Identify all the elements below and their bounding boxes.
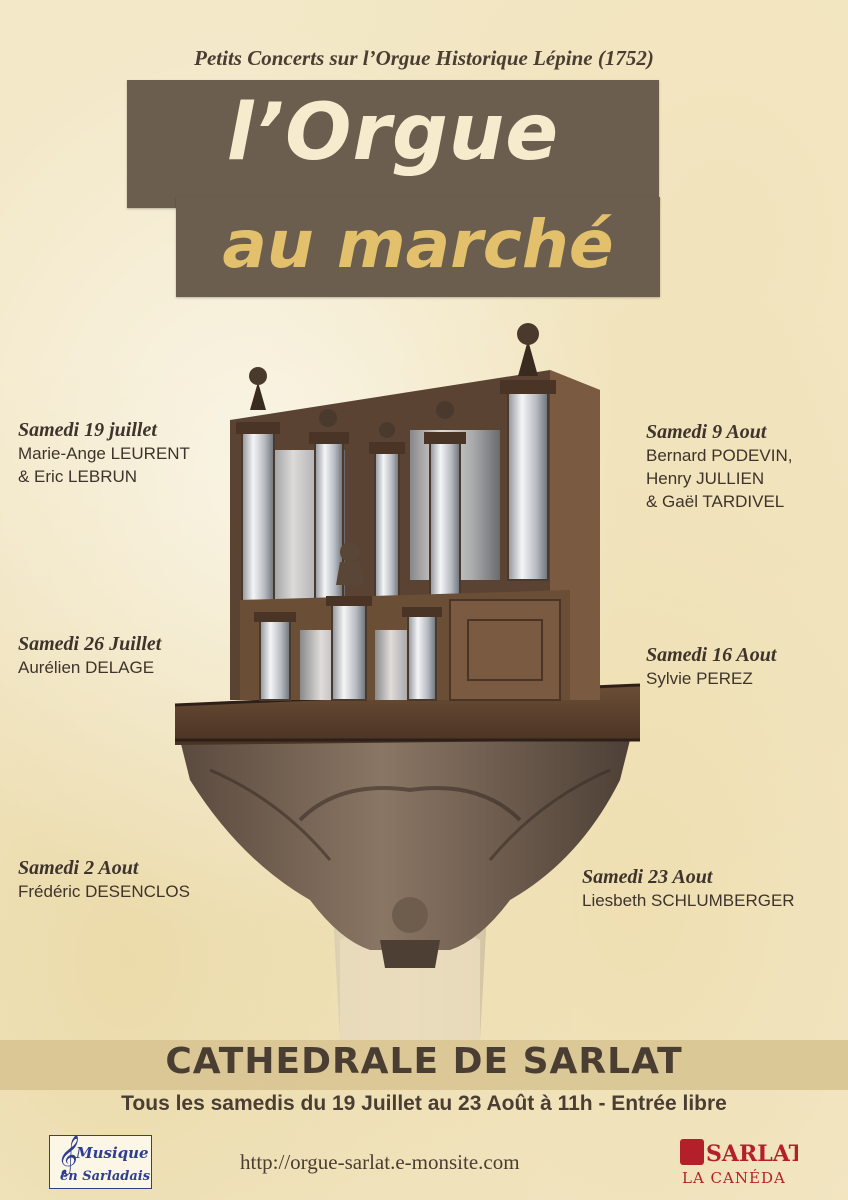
concert-performer: Bernard PODEVIN,: [646, 446, 793, 465]
concert-4: [646, 421, 792, 513]
title-line-1: l’Orgue: [226, 88, 560, 178]
title-line-2: au marché: [222, 206, 614, 283]
logo-right-line2: LA CANÉDA: [682, 1169, 786, 1187]
logo-left-line1: Musique: [76, 1144, 149, 1162]
concert-performer: Henry JULLIEN: [646, 469, 765, 488]
concert-performer: & Eric LEBRUN: [18, 467, 138, 486]
svg-text:𝄞: 𝄞: [56, 1136, 77, 1175]
logo-left-line2: en Sarladais: [60, 1169, 151, 1184]
sarlat-la-caneda-logo: [678, 1137, 798, 1189]
concert-performer: Aurélien DELAGE: [18, 658, 155, 677]
concert-date: Samedi 26 Juillet: [18, 633, 162, 655]
website-link[interactable]: http://orgue-sarlat.e-monsite.com: [240, 1150, 520, 1174]
concert-date: Samedi 9 Aout: [646, 421, 767, 443]
venue-title: CATHEDRALE DE SARLAT: [165, 1041, 683, 1082]
subtitle: Petits Concerts sur l’Orgue Historique Lépine (1752): [194, 46, 654, 70]
concert-2: [18, 633, 161, 679]
concert-performer: Frédéric DESENCLOS: [18, 882, 190, 901]
concert-date: Samedi 23 Aout: [582, 866, 713, 888]
logo-right-line1: SARLAT: [706, 1141, 798, 1167]
concert-performer: & Gaël TARDIVEL: [646, 492, 785, 511]
concert-date: Samedi 2 Aout: [18, 857, 139, 879]
concert-performer: Liesbeth SCHLUMBERGER: [582, 891, 795, 910]
concert-performer: Marie-Ange LEURENT: [18, 444, 190, 463]
concert-1: [18, 419, 190, 488]
musique-en-sarladais-logo: [49, 1135, 152, 1189]
schedule-text: Tous les samedis du 19 Juillet au 23 Août à 11h - Entrée libre: [121, 1092, 727, 1115]
concert-6: [582, 866, 795, 912]
concert-date: Samedi 16 Aout: [646, 644, 777, 666]
concert-date: Samedi 19 juillet: [18, 419, 157, 441]
concert-performer: Sylvie PEREZ: [646, 669, 753, 688]
organ-illustration: [150, 300, 670, 1040]
concert-5: [646, 644, 776, 690]
concert-3: [18, 857, 190, 903]
